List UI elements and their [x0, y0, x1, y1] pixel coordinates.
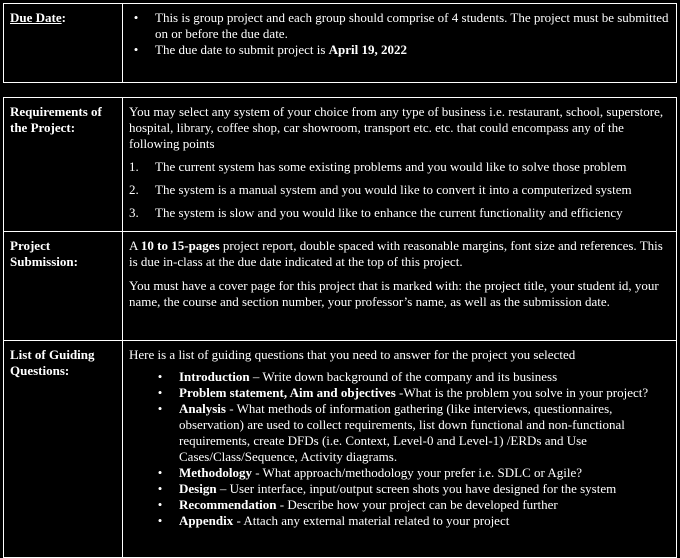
submission-text: A	[129, 238, 141, 253]
requirements-row	[4, 98, 677, 232]
guiding-item-title: Problem statement, Aim and objectives	[179, 385, 396, 400]
due-date-row	[4, 4, 677, 83]
requirements-point-number: 2.	[129, 182, 139, 197]
due-date-bullet-2	[129, 42, 670, 58]
due-date-label: Due Date	[10, 10, 62, 25]
guiding-item-appendix	[153, 513, 670, 529]
guiding-intro: Here is a list of guiding questions that you need to answer for the project you selected	[129, 347, 576, 362]
guiding-item-title: Introduction	[179, 369, 250, 384]
guiding-item-text: – Write down background of the company and its business	[249, 369, 558, 384]
due-date-text: The due date to submit project is	[155, 42, 329, 57]
due-date-colon: :	[61, 10, 66, 25]
due-date-table	[3, 3, 677, 83]
due-date-value: April 19, 2022	[328, 42, 408, 57]
project-details-table	[3, 97, 677, 558]
requirements-point-3	[129, 205, 670, 221]
requirements-point-2	[129, 182, 670, 198]
guiding-item-title: Methodology	[179, 465, 252, 480]
requirements-label-cell	[4, 98, 123, 232]
guiding-list	[153, 369, 670, 529]
requirements-intro: You may select any system of your choice from any type of business i.e. restaurant, school, superstore, hospital, library, coffee shop, car showroom, transport etc. etc. that could encompass any of the following points	[129, 104, 664, 151]
requirements-points	[129, 159, 670, 221]
guiding-item-title: Design	[179, 481, 217, 496]
guiding-label-cell	[4, 341, 123, 558]
guiding-label: List of Guiding Questions:	[10, 347, 95, 378]
submission-label-cell	[4, 232, 123, 341]
submission-paragraph-1	[129, 238, 670, 270]
guiding-item-text: – User interface, input/output screen shots you have designed for the system	[216, 481, 617, 496]
requirements-point-text: The system is a manual system and you would like to convert it into a computerized system	[155, 182, 632, 197]
guiding-row	[4, 341, 677, 558]
guiding-item-title: Recommendation	[179, 497, 277, 512]
guiding-item-title: Appendix	[179, 513, 234, 528]
guiding-item-recommendation	[153, 497, 670, 513]
due-date-bullet-1: • This is group project and each group should comprise of 4 students. The project must be submitted on or before the due date.	[129, 10, 670, 42]
requirements-label: Requirements of the Project:	[10, 104, 102, 135]
guiding-item-title: Analysis	[179, 401, 226, 416]
submission-label: Project Submission:	[10, 238, 78, 269]
guiding-item-introduction	[153, 369, 670, 385]
submission-text: project report, double spaced with reasonable margins, font size and references. This is due in-class at the due date indicated at the top of this project.	[129, 238, 663, 269]
submission-content-cell	[123, 232, 677, 341]
guiding-item-text: - What methods of information gathering (like interviews, questionnaires, observation) are used to collect requirements, list down functional and non-functional requirements, create DFDs (i.e. Context, Level-0 and Level-1) /ERDs and Use Cases/Class/Sequence, Activity diagrams.	[179, 401, 625, 464]
guiding-item-analysis	[153, 401, 670, 465]
requirements-point-text: The current system has some existing problems and you would like to solve those problem	[155, 159, 627, 174]
due-date-content-cell	[123, 4, 677, 83]
due-date-label-cell	[4, 4, 123, 83]
requirements-point-number: 3.	[129, 205, 139, 220]
submission-page-count: 10 to 15-pages	[140, 238, 220, 253]
requirements-content-cell	[123, 98, 677, 232]
submission-paragraph-2: You must have a cover page for this project that is marked with: the project title, your student id, your name, the course and section number, your professor’s name, as well as the submission date.	[129, 278, 659, 309]
guiding-item-text: - What approach/methodology your prefer i.e. SDLC or Agile?	[251, 465, 583, 480]
guiding-content-cell	[123, 341, 677, 558]
guiding-item-design	[153, 481, 670, 497]
requirements-point-number: 1.	[129, 159, 139, 174]
submission-row	[4, 232, 677, 341]
guiding-item-text: - Attach any external material related to your project	[233, 513, 510, 528]
guiding-item-text: -What is the problem you solve in your project?	[395, 385, 649, 400]
guiding-item-problem-statement	[153, 385, 670, 401]
guiding-item-methodology	[153, 465, 670, 481]
due-date-list	[129, 10, 670, 58]
requirements-point-1	[129, 159, 670, 175]
requirements-point-text: The system is slow and you would like to enhance the current functionality and efficiency	[155, 205, 623, 220]
guiding-item-text: - Describe how your project can be developed further	[276, 497, 558, 512]
